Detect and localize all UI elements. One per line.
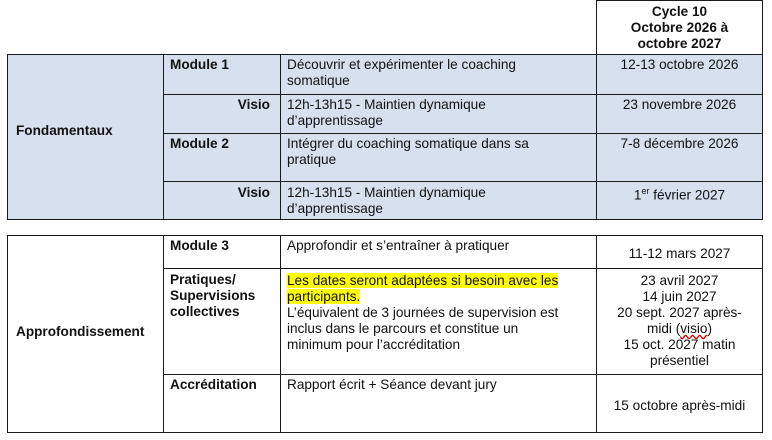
appro-module3-label: Module 3 [170,238,229,253]
appro-pratiques-date-cell [596,268,763,375]
appro-accreditation-label: Accréditation [170,377,257,392]
fond-row3-date-cell [596,133,763,182]
fond-row2-desc1: 12h-13h15 - Maintien dynamique [287,97,486,112]
appro-pratiques-hl1: Les dates seront adaptées si besoin avec les [287,273,559,288]
appro-pratiques-date6: présentiel [650,353,709,368]
fond-row1-date: 12-13 octobre 2026 [620,57,739,72]
appro-pratiques-desc-cell [280,268,597,375]
appro-pratiques-date4a: midi ( [647,321,681,336]
appro-pratiques-desc1: L’équivalent de 3 journées de supervision est [287,305,559,320]
fond-row1-date-cell [596,54,763,95]
fond-row4-desc2: d’apprentissage [287,201,383,216]
appro-pratiques-label1: Pratiques/ [170,272,236,287]
fondamentaux-label: Fondamentaux [16,123,113,138]
appro-accreditation-date: 15 octobre après-midi [613,398,746,413]
fond-row2-desc2: d’apprentissage [287,113,383,128]
appro-pratiques-label3: collectives [170,304,240,319]
appro-pratiques-date4 [597,321,762,337]
fond-row1-desc1: Découvrir et expérimenter le coaching [287,57,516,72]
fond-row2-module-cell [163,94,281,134]
fond-row4-date-num: 1 [633,187,642,203]
appro-module3-date-cell [596,235,763,269]
appro-pratiques-date3: 20 sept. 2027 après- [617,305,742,320]
fond-row4-desc1: 12h-13h15 - Maintien dynamique [287,185,486,200]
fond-row3-desc1: Intégrer du coaching somatique dans sa [287,136,529,151]
appro-pratiques-label-cell [163,268,281,375]
appro-pratiques-date1: 23 avril 2027 [640,273,719,288]
fond-row1-desc-cell [280,54,597,95]
fond-row4-module-cell [163,181,281,220]
appro-accreditation-date-cell [596,374,763,433]
fond-row3-desc2: pratique [287,152,337,167]
cycle-header-line2: Octobre 2026 à [630,20,729,35]
appro-pratiques-hl2: participants. [287,289,361,304]
appro-pratiques-date5: 15 oct. 2027 matin [623,337,736,352]
appro-module3-desc: Approfondir et s’entraîner à pratiquer [287,238,510,253]
appro-module3-desc-cell [280,235,597,269]
appro-pratiques-label [170,272,255,320]
fond-row4-date-sup: er [641,186,650,196]
appro-pratiques-date2: 14 juin 2027 [642,289,717,304]
fond-row4-date-cell [596,181,763,220]
fond-row4-desc-cell [280,181,597,220]
fond-row4-module: Visio [237,185,270,200]
fond-row3-desc-cell [280,133,597,182]
fond-row2-desc-cell [280,94,597,134]
fond-row3-date: 7-8 décembre 2026 [620,136,739,151]
fond-row4-date-rest: février 2027 [649,187,726,203]
approfondissement-label-cell [7,235,164,433]
appro-pratiques-date4c: ) [707,321,712,336]
fondamentaux-label-cell [7,54,164,220]
cycle-header-line3: octobre 2027 [637,36,722,51]
appro-pratiques-date4b: visio [680,321,708,336]
cycle-header-line1: Cycle 10 [651,4,708,19]
appro-pratiques-label2: Supervisions [170,288,256,303]
fond-row2-date-cell [596,94,763,134]
cycle-header-cell [596,0,763,55]
appro-accreditation-label-cell [163,374,281,433]
appro-accreditation-desc: Rapport écrit + Séance devant jury [287,377,497,392]
fond-row3-module: Module 2 [170,136,229,151]
appro-pratiques-desc2: inclus dans le parcours et constitue un [287,321,519,336]
fond-row1-module: Module 1 [170,57,229,72]
approfondissement-label: Approfondissement [16,324,145,339]
fond-row2-module: Visio [237,97,270,112]
fond-row1-desc2: somatique [287,73,350,88]
fond-row2-date: 23 novembre 2026 [622,97,737,112]
appro-accreditation-desc-cell [280,374,597,433]
fond-row3-module-cell [163,133,281,182]
appro-module3-date: 11-12 mars 2027 [628,246,731,261]
fond-row4-date [597,186,762,203]
fond-row1-module-cell [163,54,281,95]
appro-pratiques-desc3: minimum pour l’accréditation [287,337,461,352]
appro-module3-label-cell [163,235,281,269]
